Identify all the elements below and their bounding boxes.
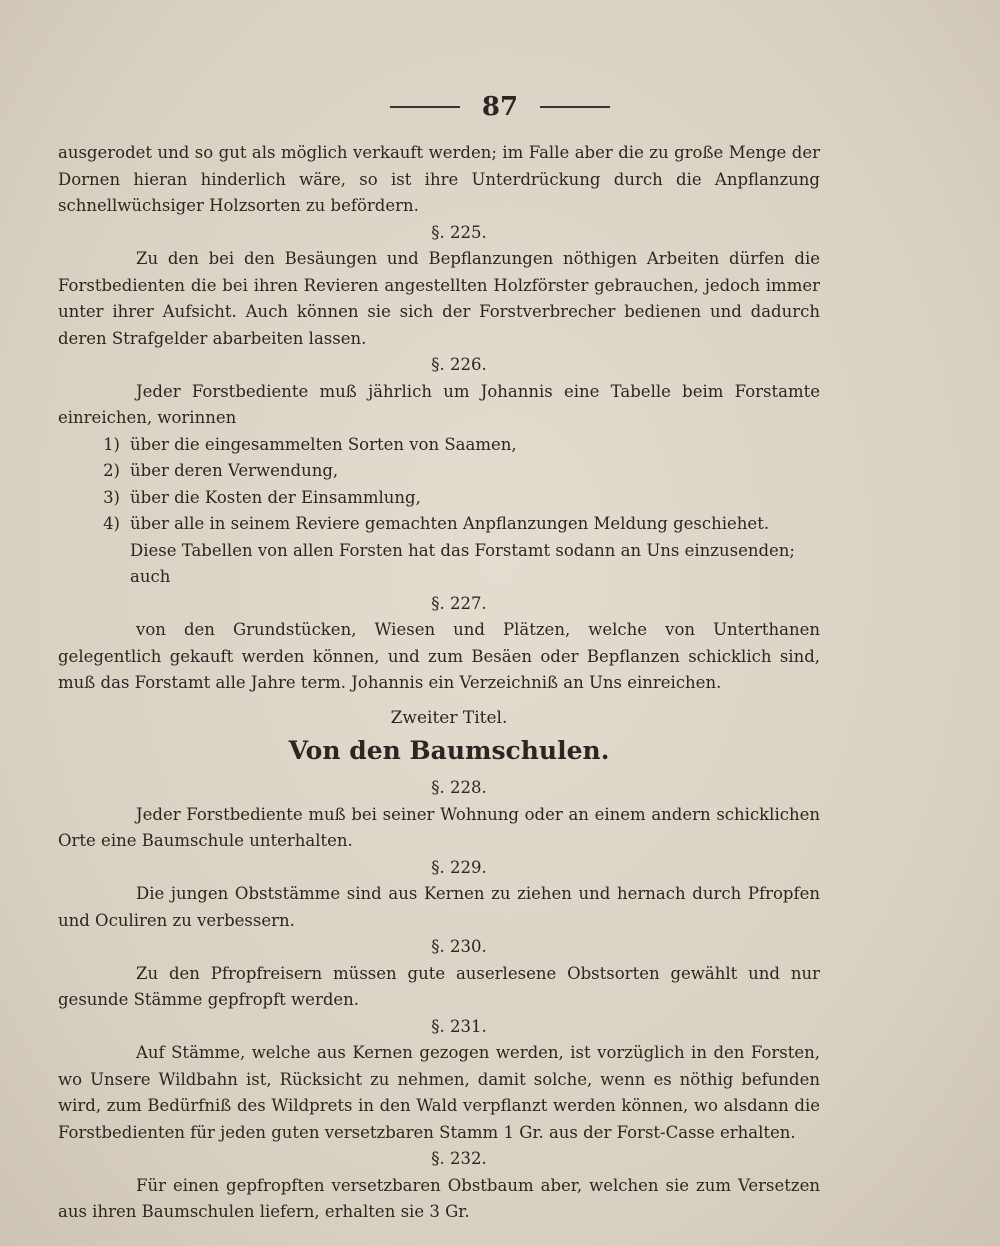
section-heading: §. 228. bbox=[431, 778, 487, 797]
paragraph: Jeder Forstbediente muß bei seiner Wohnung oder an einem andern schicklichen Orte eine Baumschule unterhalten. bbox=[58, 804, 820, 850]
paragraph: Zu den bei den Besäungen und Bepflanzungen nöthigen Arbeiten dürfen die Forstbedienten die bei ihren Revieren angestellten Holzförster gebrauchen, jedoch immer unter ihrer Aufsicht. Auch können sie sich der Forstverbrecher bedienen und dadurch deren Strafgelder abarbeiten lassen. bbox=[58, 249, 820, 348]
section-heading: §. 227. bbox=[431, 593, 487, 613]
list-item bbox=[58, 485, 820, 512]
list-item bbox=[58, 432, 820, 459]
section-heading: §. 225. bbox=[431, 222, 487, 242]
header-rule-left bbox=[390, 106, 460, 108]
paragraph: von den Grundstücken, Wiesen und Plätzen, welche von Unterthanen gelegentlich gekauft werden können, und zum Besäen oder Bepflanzen schicklich sind, muß das Forstamt alle Jahre term. Johannis ein Verzeichniß an Uns einreichen. bbox=[58, 620, 820, 692]
page-number: 87 bbox=[481, 92, 519, 122]
section-heading: §. 231. bbox=[431, 1016, 487, 1036]
list-item-text: über die eingesammelten Sorten von Saamen, bbox=[130, 434, 517, 454]
list-item bbox=[58, 458, 820, 485]
paragraph: Jeder Forstbediente muß jährlich um Johannis eine Tabelle beim Forstamte einreichen, worinnen bbox=[58, 381, 820, 427]
list-item-text: über deren Verwendung, bbox=[130, 461, 339, 480]
list-item bbox=[58, 511, 820, 591]
list-item-number: 2) bbox=[103, 461, 120, 480]
section-heading: §. 226. bbox=[431, 355, 487, 374]
paragraph: Zu den Pfropfreisern müssen gute auserlesene Obstsorten gewählt und nur gesunde Stämme gepfropft werden. bbox=[58, 963, 820, 1009]
list-item-number: 4) bbox=[103, 514, 120, 533]
list-item-number: 3) bbox=[103, 487, 120, 507]
section-heading: §. 230. bbox=[431, 937, 487, 956]
page-header bbox=[0, 92, 1000, 122]
section-heading: §. 229. bbox=[431, 857, 487, 877]
paragraph: Auf Stämme, welche aus Kernen gezogen werden, ist vorzüglich in den Forsten, wo Unsere Wildbahn ist, Rücksicht zu nehmen, damit solche, wenn es nöthig befunden wird, zum Bedürfniß des Wildprets in den Wald verpflanzt werden können, wo alsdann die Forstbedienten für jeden guten versetzbaren Stamm 1 Gr. aus der Forst-Casse erhalten. bbox=[58, 1043, 820, 1142]
header-rule-right bbox=[540, 106, 610, 108]
list-item-text: über die Kosten der Einsammlung, bbox=[130, 487, 421, 507]
chapter-title: Von den Baumschulen. bbox=[288, 736, 610, 765]
paragraph: ausgerodet und so gut als möglich verkauft werden; im Falle aber die zu große Menge der Dornen hieran hinderlich wäre, so ist ihre Unterdrückung durch die Anpflanzung schnellwüchsiger Holzsorten zu befördern. bbox=[58, 143, 820, 215]
section-heading: §. 232. bbox=[431, 1149, 487, 1168]
list-item-text: über alle in seinem Reviere gemachten Anpflanzungen Meldung geschiehet. Diese Tabellen von allen Forsten hat das Forstamt sodann an Uns einzusenden; auch bbox=[130, 514, 795, 586]
paragraph: Die jungen Obststämme sind aus Kernen zu ziehen und hernach durch Pfropfen und Oculiren zu verbessern. bbox=[58, 884, 820, 930]
chapter-number: Zweiter Titel. bbox=[390, 707, 508, 728]
paragraph: Für einen gepfropften versetzbaren Obstbaum aber, welchen sie zum Versetzen aus ihren Baumschulen liefern, erhalten sie 3 Gr. bbox=[58, 1175, 820, 1221]
list-item-number: 1) bbox=[103, 434, 120, 454]
page-body bbox=[58, 140, 820, 1226]
